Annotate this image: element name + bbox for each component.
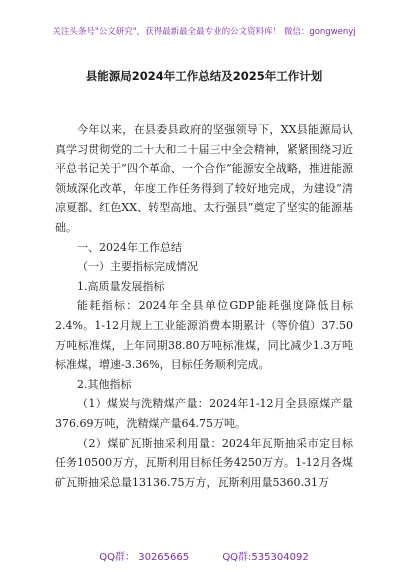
gas-paragraph: （2）煤矿瓦斯抽采利用量：2024年瓦斯抽采市定目标任务10500万方，瓦斯利用目标任务4250万方。1-12月各煤矿瓦斯抽采总量13136.75万方，瓦斯利用量5360.31万 xyxy=(55,436,353,489)
item-heading: 2.其他指标 xyxy=(77,377,132,391)
footer xyxy=(0,548,408,563)
document-body xyxy=(55,120,353,492)
header-note: 关注头条号"公文研究"，获得最新最全最专业的公文资料库！ 微信：gongwenyj xyxy=(52,27,356,37)
intro-paragraph: 今年以来，在县委县政府的坚强领导下，XX县能源局认真学习贯彻党的二十大和二十届三中全会精神，紧紧围绕习近平总书记关于“四个革命、一个合作”能源安全战略，推进能源领域深化改革，年度工作任务得到了较好地完成，为建设“清凉夏都、红色XX、转型高地、太行强县”奠定了坚实的能源基础。 xyxy=(55,123,353,234)
item-heading: 1.高质量发展指标 xyxy=(77,279,165,293)
coal-paragraph: （1）煤炭与洗精煤产量：2024年1-12月全县原煤产量376.69万吨，洗精煤产量64.75万吨。 xyxy=(55,397,353,430)
subsection-heading: （一）主要指标完成情况 xyxy=(77,260,198,274)
qq-group-1: QQ群： 30265665 xyxy=(99,552,190,563)
energy-paragraph: 能耗指标：2024年全县单位GDP能耗强度降低目标2.4%。1-12月规上工业能源消费本期累计（等价值）37.50万吨标准煤，上年同期38.80万吨标准煤，同比减少1.3万吨标准煤，增速-3.36%，目标任务顺利完成。 xyxy=(55,299,353,372)
section-heading: 一、2024年工作总结 xyxy=(77,240,182,254)
qq-group-2: QQ群:535304092 xyxy=(222,552,309,563)
document-title: 县能源局2024年工作总结及2025年工作计划 xyxy=(85,69,323,83)
